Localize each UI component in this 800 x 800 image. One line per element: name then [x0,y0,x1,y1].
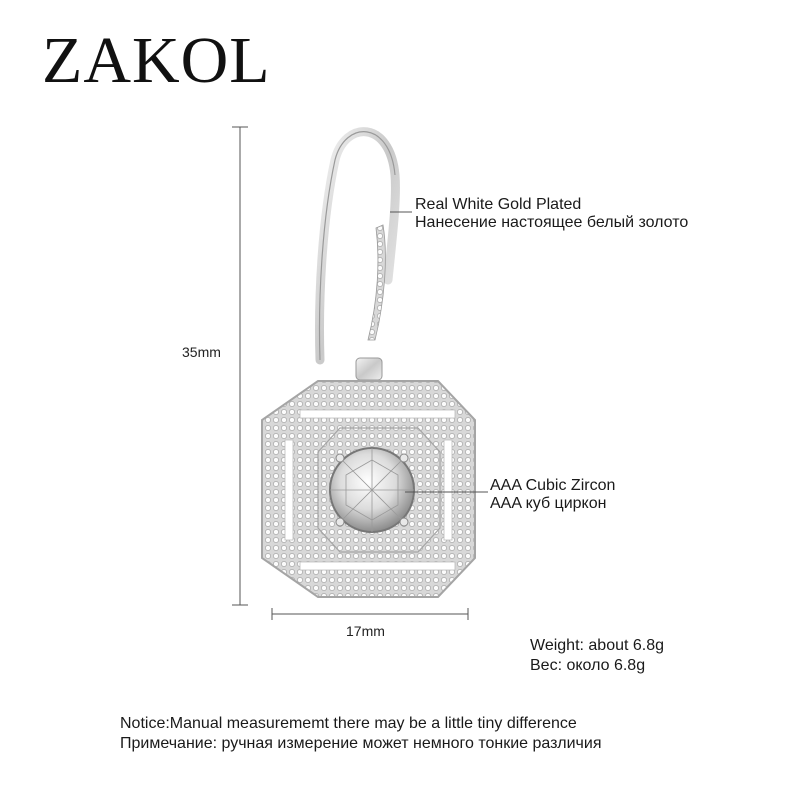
notice-en: Notice:Manual measurememt there may be a little tiny difference [120,715,577,732]
width-label: 17mm [346,623,385,639]
plating-label-en: Real White Gold Plated [415,196,582,213]
bail [356,358,382,380]
hook-pave-strip [368,225,385,340]
height-label: 35mm [182,344,221,360]
stone-label-en: AAA Cubic Zircon [490,477,616,494]
weight-ru: Вес: около 6.8g [530,657,646,674]
height-dimension-line [232,127,248,605]
notice-block [120,714,602,754]
notice-ru: Примечание: ручная измерение может немного тонкие различия [120,735,602,752]
weight-en: Weight: about 6.8g [530,637,665,654]
plating-label-ru: Нанесение настоящее белый золото [415,214,689,231]
brand-logo: ZAKOL [42,24,271,97]
width-dimension-line [272,608,468,620]
weight-block [530,636,664,676]
stone-label-ru: AAA куб циркон [490,495,607,512]
